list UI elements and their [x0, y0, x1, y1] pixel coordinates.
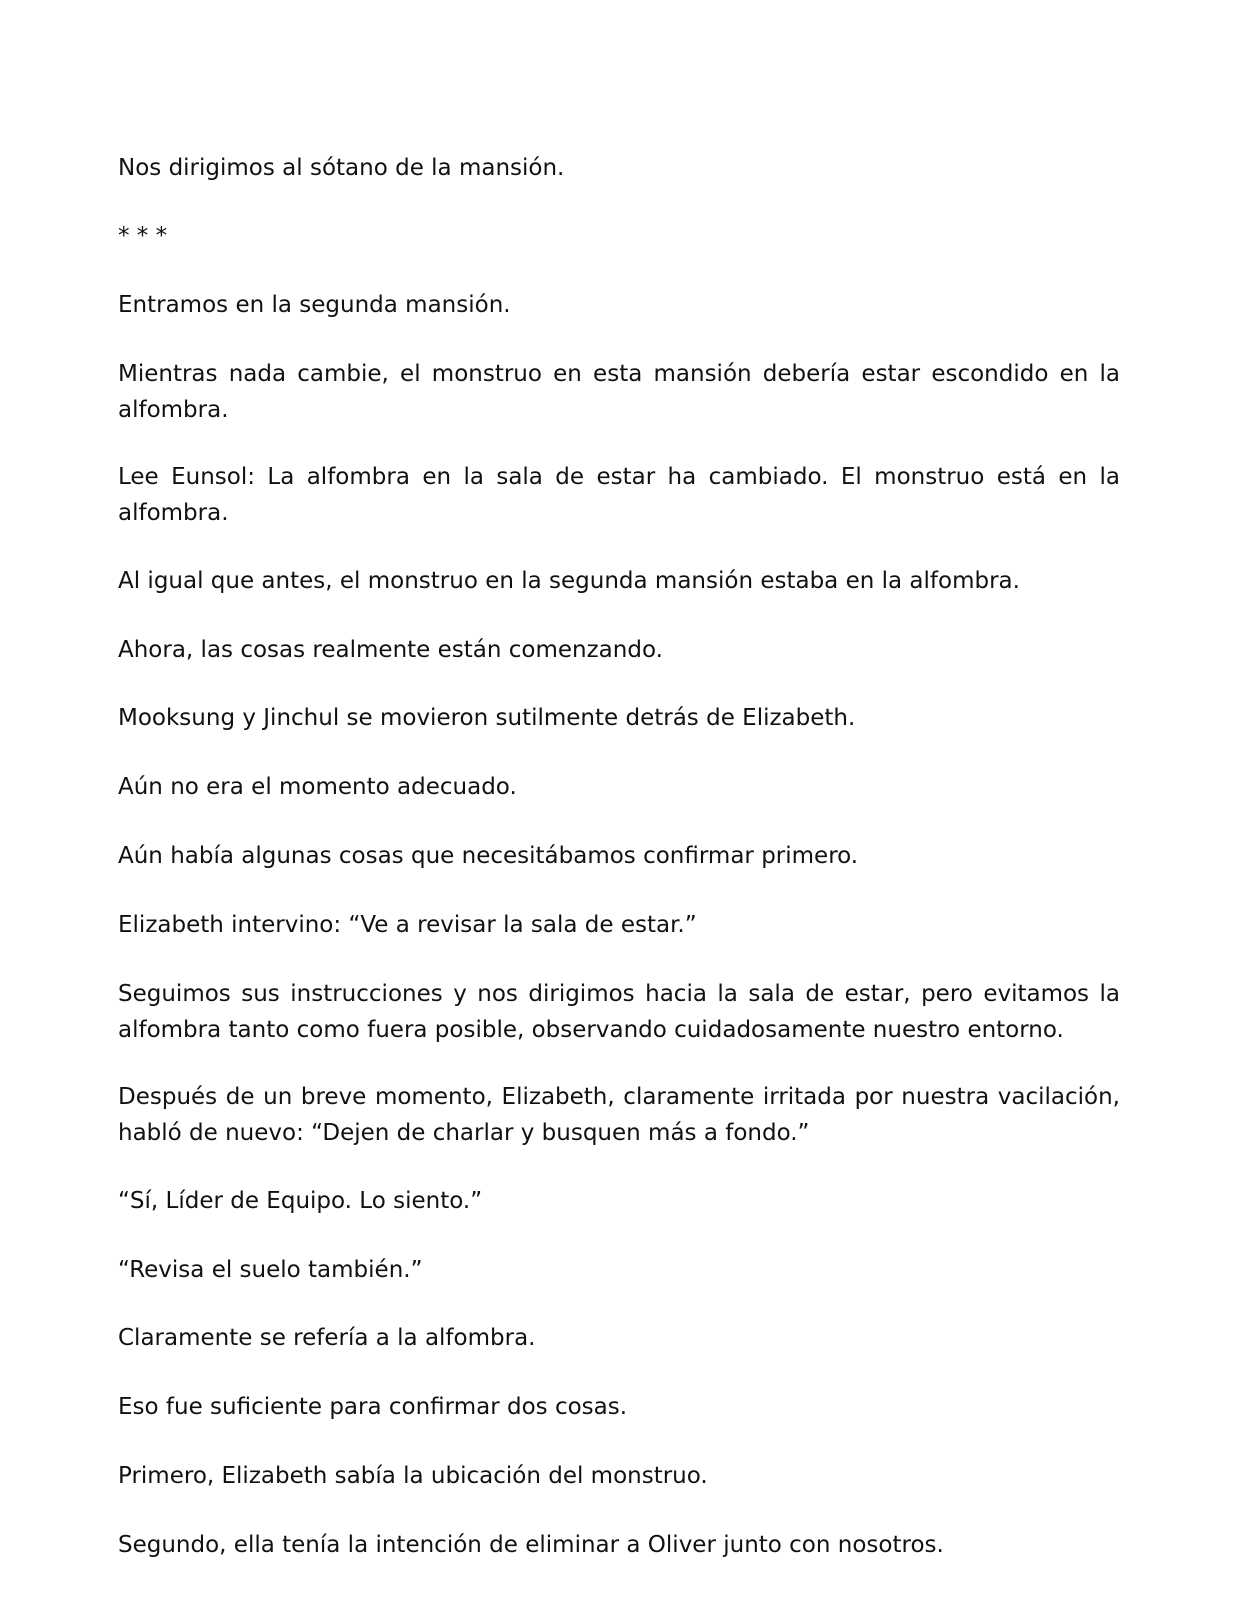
paragraph-19: Segundo, ella tenía la intención de eliminar a Oliver junto con nosotros. — [118, 1532, 944, 1558]
paragraph-16: Claramente se refería a la alfombra. — [118, 1325, 536, 1351]
paragraph-17: Eso fue suficiente para confirmar dos cosas. — [118, 1394, 628, 1420]
paragraph-7: Ahora, las cosas realmente están comenzando. — [118, 637, 663, 663]
paragraph-14: “Sí, Líder de Equipo. Lo siento.” — [118, 1188, 483, 1214]
scene-break: * * * — [118, 223, 168, 249]
paragraph-18: Primero, Elizabeth sabía la ubicación del monstruo. — [118, 1463, 708, 1489]
paragraph-10: Aún había algunas cosas que necesitábamos confirmar primero. — [118, 843, 859, 869]
paragraph-8: Mooksung y Jinchul se movieron sutilmente detrás de Elizabeth. — [118, 705, 856, 731]
paragraph-6: Al igual que antes, el monstruo en la segunda mansión estaba en la alfombra. — [118, 568, 1020, 594]
paragraph-13: Después de un breve momento, Elizabeth, claramente irritada por nuestra vacilación, habló de nuevo: “Dejen de charlar y busquen más a fondo.” — [118, 1084, 1120, 1146]
paragraph-12: Seguimos sus instrucciones y nos dirigimos hacia la sala de estar, pero evitamos la alfombra tanto como fuera posible, observando cuidadosamente nuestro entorno. — [118, 981, 1120, 1043]
paragraph-4: Mientras nada cambie, el monstruo en esta mansión debería estar escondido en la alfombra. — [118, 361, 1120, 423]
paragraph-15: “Revisa el suelo también.” — [118, 1257, 423, 1283]
paragraph-5: Lee Eunsol: La alfombra en la sala de estar ha cambiado. El monstruo está en la alfombra. — [118, 464, 1120, 526]
paragraph-9: Aún no era el momento adecuado. — [118, 774, 517, 800]
paragraph-3: Entramos en la segunda mansión. — [118, 292, 511, 318]
paragraph-11: Elizabeth intervino: “Ve a revisar la sala de estar.” — [118, 912, 697, 938]
paragraph-1: Nos dirigimos al sótano de la mansión. — [118, 155, 565, 181]
